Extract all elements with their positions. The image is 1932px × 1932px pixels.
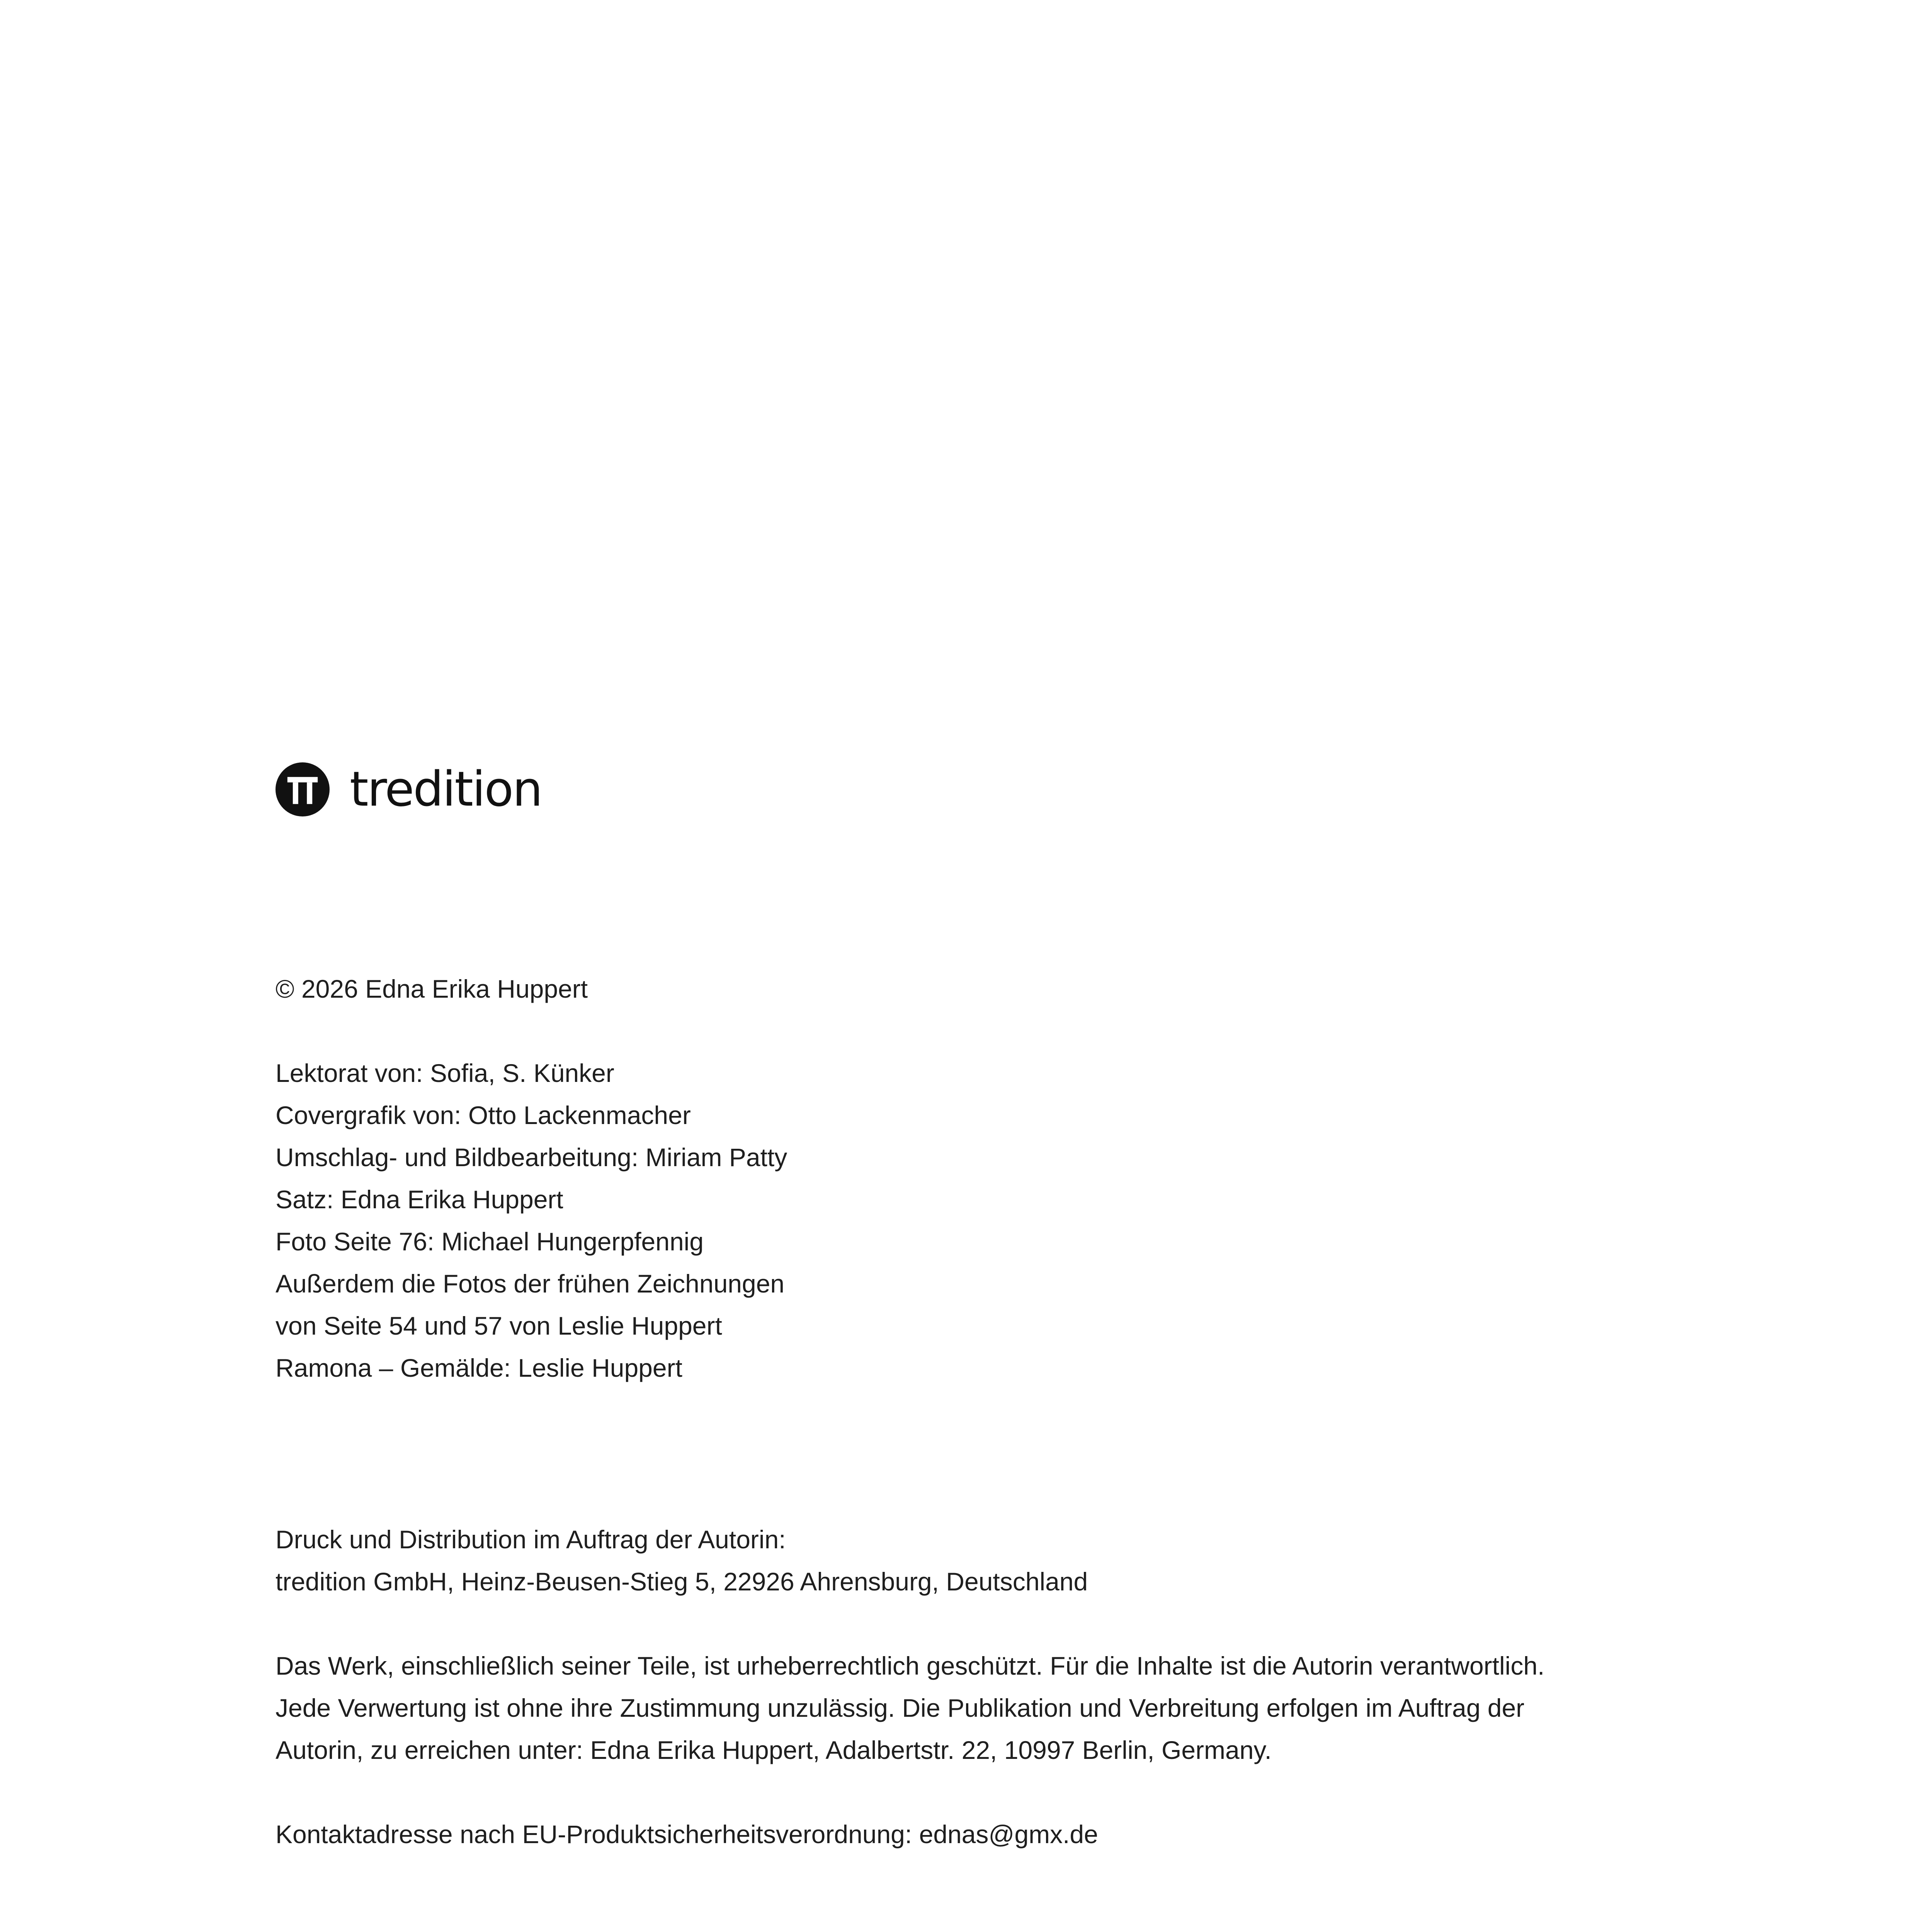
legal-line: Autorin, zu erreichen unter: Edna Erika Huppert, Adalbertstr. 22, 10997 Berlin, Germany.: [276, 1736, 1272, 1764]
copyright-line: © 2026 Edna Erika Huppert: [276, 975, 588, 1003]
legal-line: Das Werk, einschließlich seiner Teile, ist urheberrechtlich geschützt. Für die Inhalte ist die Autorin verantwortlich.: [276, 1651, 1545, 1680]
publisher-wordmark: tredition: [350, 762, 542, 817]
contact-notice: [276, 1813, 1098, 1855]
legal-line: Jede Verwertung ist ohne ihre Zustimmung unzulässig. Die Publikation und Verbreitung erfolgen im Auftrag der: [276, 1694, 1525, 1722]
copyright-notice: [276, 968, 588, 1010]
print-distribution: [276, 1519, 1088, 1603]
credit-line-typesetting: Satz: Edna Erika Huppert: [276, 1185, 563, 1214]
tredition-logo-icon: [276, 762, 330, 816]
credit-line-drawings: Außerdem die Fotos der frühen Zeichnungen: [276, 1269, 785, 1298]
contact-line: Kontaktadresse nach EU-Produktsicherheitsverordnung: ednas@gmx.de: [276, 1820, 1098, 1849]
legal-notice: [276, 1645, 1544, 1771]
publisher-address: tredition GmbH, Heinz-Beusen-Stieg 5, 22926 Ahrensburg, Deutschland: [276, 1567, 1088, 1596]
print-line: Druck und Distribution im Auftrag der Autorin:: [276, 1525, 786, 1554]
credit-line-image-editing: Umschlag- und Bildbearbeitung: Miriam Patty: [276, 1143, 787, 1172]
credit-line-painting: Ramona – Gemälde: Leslie Huppert: [276, 1354, 682, 1382]
credit-line-drawings-cont: von Seite 54 und 57 von Leslie Huppert: [276, 1311, 722, 1340]
credit-line-cover: Covergrafik von: Otto Lackenmacher: [276, 1101, 691, 1129]
credit-line-editing: Lektorat von: Sofia, S. Künker: [276, 1059, 614, 1087]
publisher-logo: [276, 762, 542, 816]
credit-line-photo: Foto Seite 76: Michael Hungerpfennig: [276, 1227, 704, 1256]
credits-list: [276, 1052, 787, 1389]
